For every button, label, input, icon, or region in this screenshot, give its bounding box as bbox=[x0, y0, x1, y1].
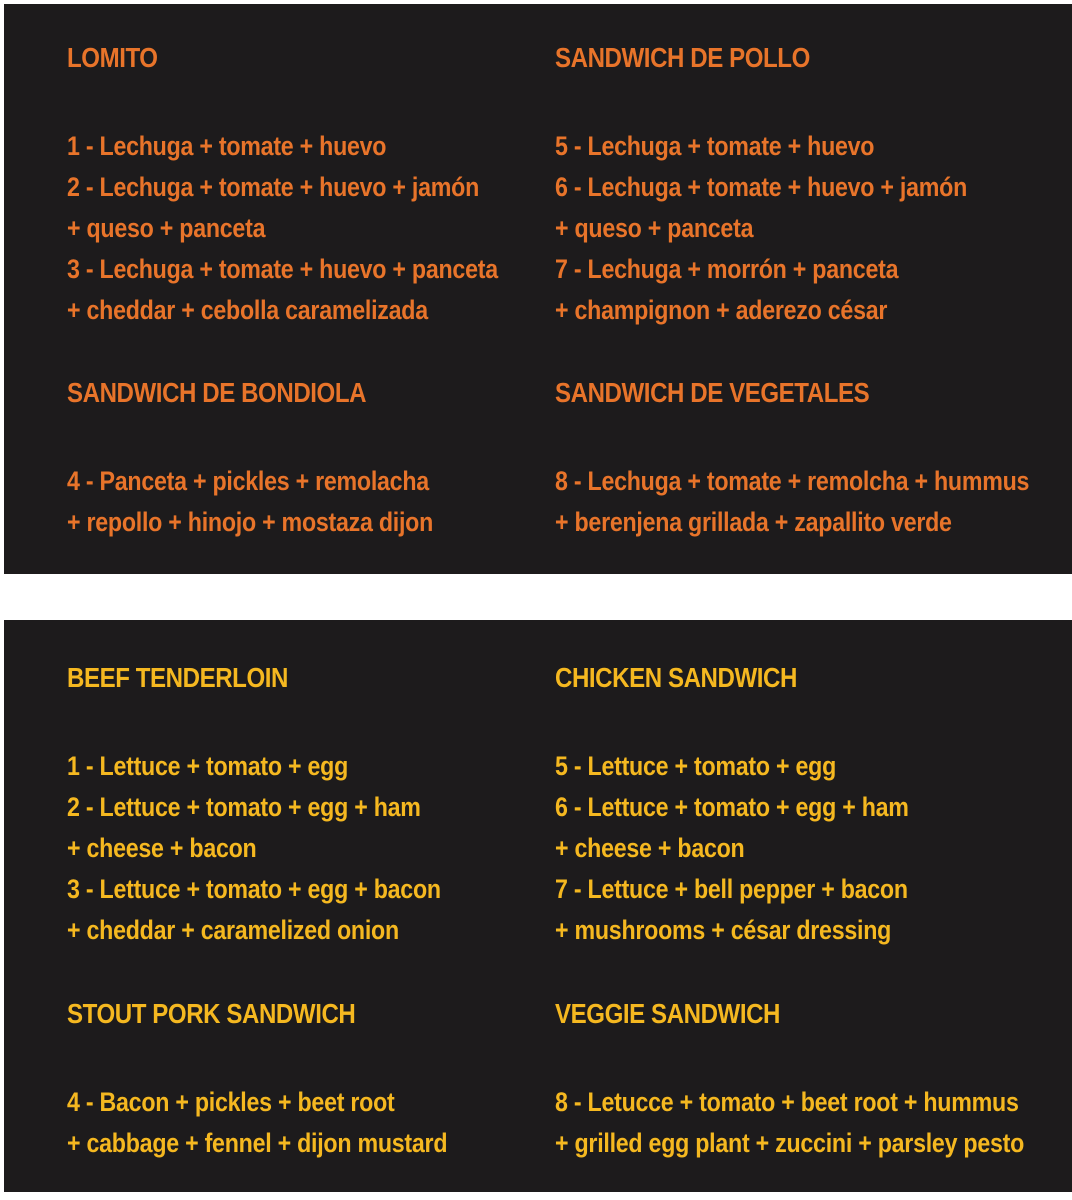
item-list bbox=[555, 746, 1045, 951]
item-list bbox=[67, 746, 557, 951]
item-line: 5 - Lechuga + tomate + huevo bbox=[555, 131, 875, 161]
item-line: 1 - Lechuga + tomate + huevo bbox=[67, 131, 387, 161]
menu-section-stout-pork bbox=[67, 993, 557, 1164]
item-line: + cheddar + caramelized onion bbox=[67, 915, 399, 945]
item-line: + cheddar + cebolla caramelizada bbox=[67, 295, 428, 325]
section-title: STOUT PORK SANDWICH bbox=[67, 998, 356, 1029]
section-title: SANDWICH DE BONDIOLA bbox=[67, 377, 367, 408]
item-line: + cheese + bacon bbox=[67, 833, 257, 863]
item-list bbox=[555, 1082, 1045, 1164]
menu-section-veggie bbox=[555, 993, 1045, 1164]
item-line: 6 - Lechuga + tomate + huevo + jamón bbox=[555, 172, 968, 202]
item-line: 3 - Lettuce + tomato + egg + bacon bbox=[67, 874, 441, 904]
item-list bbox=[67, 1082, 557, 1164]
menu-section-lomito bbox=[67, 37, 557, 331]
item-line: 5 - Lettuce + tomato + egg bbox=[555, 751, 837, 781]
section-title: SANDWICH DE POLLO bbox=[555, 42, 810, 73]
item-line: + mushrooms + césar dressing bbox=[555, 915, 892, 945]
item-list bbox=[555, 126, 1045, 331]
menu-section-bondiola bbox=[67, 372, 557, 543]
item-line: + champignon + aderezo césar bbox=[555, 295, 888, 325]
item-line: 2 - Lettuce + tomato + egg + ham bbox=[67, 792, 421, 822]
menu-section-vegetales bbox=[555, 372, 1045, 543]
item-line: 1 - Lettuce + tomato + egg bbox=[67, 751, 349, 781]
menu-section-beef-tenderloin bbox=[67, 657, 557, 951]
item-line: + cabbage + fennel + dijon mustard bbox=[67, 1128, 448, 1158]
item-list bbox=[67, 126, 557, 331]
item-list bbox=[67, 461, 557, 543]
item-line: 7 - Lechuga + morrón + panceta bbox=[555, 254, 899, 284]
section-title: CHICKEN SANDWICH bbox=[555, 662, 797, 693]
section-title: SANDWICH DE VEGETALES bbox=[555, 377, 870, 408]
menu-section-chicken bbox=[555, 657, 1045, 951]
item-line: + berenjena grillada + zapallito verde bbox=[555, 507, 952, 537]
item-line: + queso + panceta bbox=[555, 213, 754, 243]
section-title: VEGGIE SANDWICH bbox=[555, 998, 781, 1029]
item-line: 4 - Panceta + pickles + remolacha bbox=[67, 466, 429, 496]
item-line: 2 - Lechuga + tomate + huevo + jamón bbox=[67, 172, 480, 202]
item-line: + grilled egg plant + zuccini + parsley pesto bbox=[555, 1128, 1025, 1158]
item-line: 6 - Lettuce + tomato + egg + ham bbox=[555, 792, 909, 822]
item-line: + repollo + hinojo + mostaza dijon bbox=[67, 507, 434, 537]
menu-panel-spanish bbox=[4, 4, 1072, 574]
menu-section-pollo bbox=[555, 37, 1045, 331]
item-line: 7 - Lettuce + bell pepper + bacon bbox=[555, 874, 908, 904]
section-title: BEEF TENDERLOIN bbox=[67, 662, 288, 693]
item-line: 8 - Lechuga + tomate + remolcha + hummus bbox=[555, 466, 1030, 496]
item-line: 3 - Lechuga + tomate + huevo + panceta bbox=[67, 254, 498, 284]
item-list bbox=[555, 461, 1045, 543]
item-line: 4 - Bacon + pickles + beet root bbox=[67, 1087, 395, 1117]
item-line: 8 - Letucce + tomato + beet root + hummus bbox=[555, 1087, 1019, 1117]
item-line: + queso + panceta bbox=[67, 213, 266, 243]
section-title: LOMITO bbox=[67, 42, 158, 73]
item-line: + cheese + bacon bbox=[555, 833, 745, 863]
menu-panel-english bbox=[4, 620, 1072, 1192]
